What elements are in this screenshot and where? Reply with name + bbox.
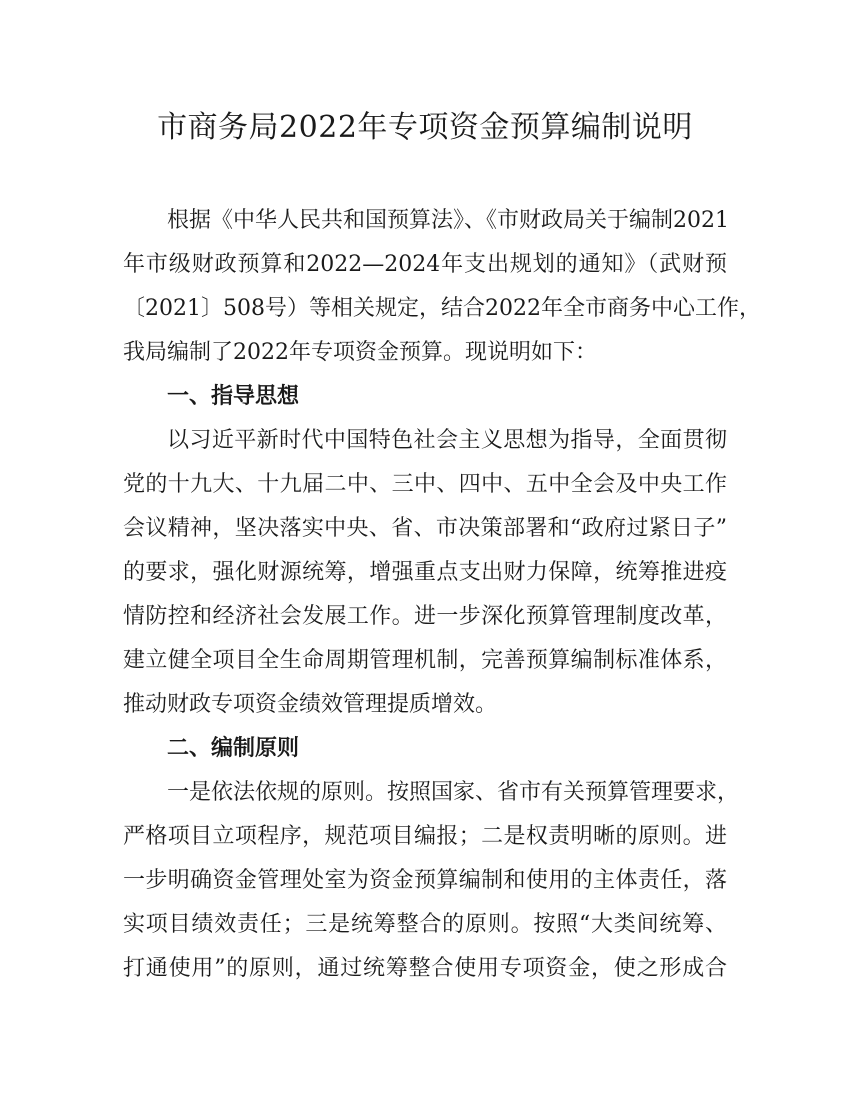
intro-line-1: 根据《中华人民共和国预算法》、《市财政局关于编制2021	[167, 208, 729, 233]
section1-line-6: 建立健全项目全生命周期管理机制，完善预算编制标准体系，	[123, 648, 727, 673]
document-title: 市商务局2022年专项资金预算编制说明	[157, 110, 693, 145]
section1-line-7: 推动财政专项资金绩效管理提质增效。	[123, 692, 498, 717]
section1-line-1: 以习近平新时代中国特色社会主义思想为指导，全面贯彻	[167, 428, 727, 453]
section2-line-4: 实项目绩效责任；三是统筹整合的原则。按照“大类间统筹、	[123, 912, 727, 937]
section1-heading: 一、指导思想	[167, 384, 300, 409]
section2-line-1: 一是依法依规的原则。按照国家、省市有关预算管理要求，	[167, 780, 740, 805]
intro-line-2: 年市级财政预算和2022—2024年支出规划的通知》（武财预	[123, 252, 727, 277]
section1-line-4: 的要求，强化财源统筹，增强重点支出财力保障，统筹推进疫	[123, 560, 727, 585]
section2-line-3: 一步明确资金管理处室为资金预算编制和使用的主体责任，落	[123, 868, 727, 893]
section1-line-5: 情防控和经济社会发展工作。进一步深化预算管理制度改革，	[123, 604, 727, 629]
section2-heading: 二、编制原则	[167, 736, 300, 761]
section2-line-2: 严格项目立项程序，规范项目编报；二是权责明晰的原则。进	[123, 824, 727, 849]
section1-line-2: 党的十九大、十九届二中、三中、四中、五中全会及中央工作	[123, 472, 727, 497]
section2-line-5: 打通使用”的原则，通过统筹整合使用专项资金，使之形成合	[123, 956, 727, 981]
intro-line-3: 〔2021〕508号）等相关规定，结合2022年全市商务中心工作，	[123, 296, 761, 321]
section1-line-3: 会议精神，坚决落实中央、省、市决策部署和“政府过紧日子”	[123, 516, 727, 541]
intro-line-4: 我局编制了2022年专项资金预算。现说明如下：	[123, 340, 597, 365]
